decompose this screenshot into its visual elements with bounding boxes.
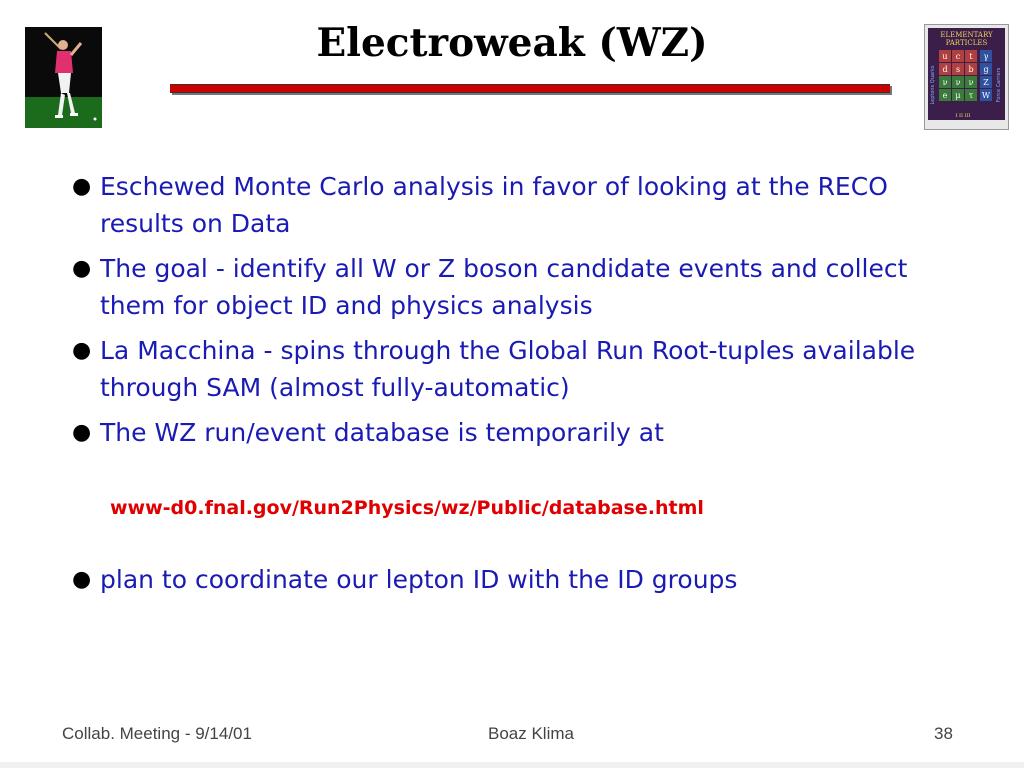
- particle-symbol: ν: [955, 78, 961, 87]
- particle-symbol: d: [942, 65, 948, 74]
- bullet-item: [60, 250, 960, 324]
- bullet-text: The WZ run/event database is temporarily at: [100, 418, 664, 447]
- particle-symbol: e: [942, 91, 948, 100]
- bullet-text: plan to coordinate our lepton ID with the ID groups: [100, 565, 738, 594]
- particle-symbol: ν: [942, 78, 948, 87]
- bullet-item: [60, 332, 920, 406]
- bullet-item-last: [60, 561, 1000, 598]
- particle-symbol: c: [955, 52, 961, 61]
- slide-title: Electroweak (WZ): [316, 20, 708, 66]
- bullet-list: [60, 168, 960, 459]
- carrier-symbol: γ: [983, 52, 989, 61]
- bullet-dot-icon: ●: [72, 256, 92, 281]
- database-link[interactable]: www-d0.fnal.gov/Run2Physics/wz/Public/database.html: [110, 497, 704, 519]
- particle-symbol: u: [942, 52, 948, 61]
- carrier-symbol: Z: [983, 78, 989, 87]
- badge-title-1: ELEMENTARY: [940, 31, 993, 39]
- particle-symbol: b: [968, 65, 974, 74]
- carrier-symbol: W: [981, 91, 991, 100]
- bullet-dot-icon: ●: [72, 174, 92, 199]
- elementary-particles-badge: [924, 24, 1009, 130]
- particle-symbol: μ: [955, 91, 961, 100]
- bullet-dot-icon: ●: [72, 420, 92, 445]
- particle-symbol: τ: [968, 91, 974, 100]
- particle-symbol: s: [955, 65, 961, 74]
- bullet-dot-icon: ●: [72, 338, 92, 363]
- bullet-text: Eschewed Monte Carlo analysis in favor of looking at the RECO results on Data: [100, 172, 888, 238]
- bullet-item: [60, 168, 960, 242]
- bullet-dot-icon: ●: [72, 567, 92, 592]
- bullet-text: The goal - identify all W or Z boson candidate events and collect them for object ID and physics analysis: [100, 254, 908, 320]
- particle-symbol: t: [969, 52, 973, 61]
- page-number: 38: [934, 724, 953, 743]
- badge-side-left: Leptons Quarks: [930, 65, 936, 105]
- footer-bar: [0, 762, 1024, 768]
- particle-symbol: ν: [968, 78, 974, 87]
- badge-title-2: PARTICLES: [945, 39, 988, 47]
- footer-center: Boaz Klima: [488, 724, 574, 743]
- badge-generations: I II III: [955, 113, 971, 119]
- title-underline: [170, 84, 890, 93]
- footer-left: Collab. Meeting - 9/14/01: [62, 724, 252, 743]
- bullet-item: [60, 414, 960, 451]
- badge-side-right: Force Carriers: [996, 67, 1002, 103]
- carrier-symbol: g: [983, 65, 989, 74]
- particle-chart-icon: [925, 25, 1008, 129]
- bullet-text: La Macchina - spins through the Global Run Root-tuples available through SAM (almost fully-automatic): [100, 336, 916, 402]
